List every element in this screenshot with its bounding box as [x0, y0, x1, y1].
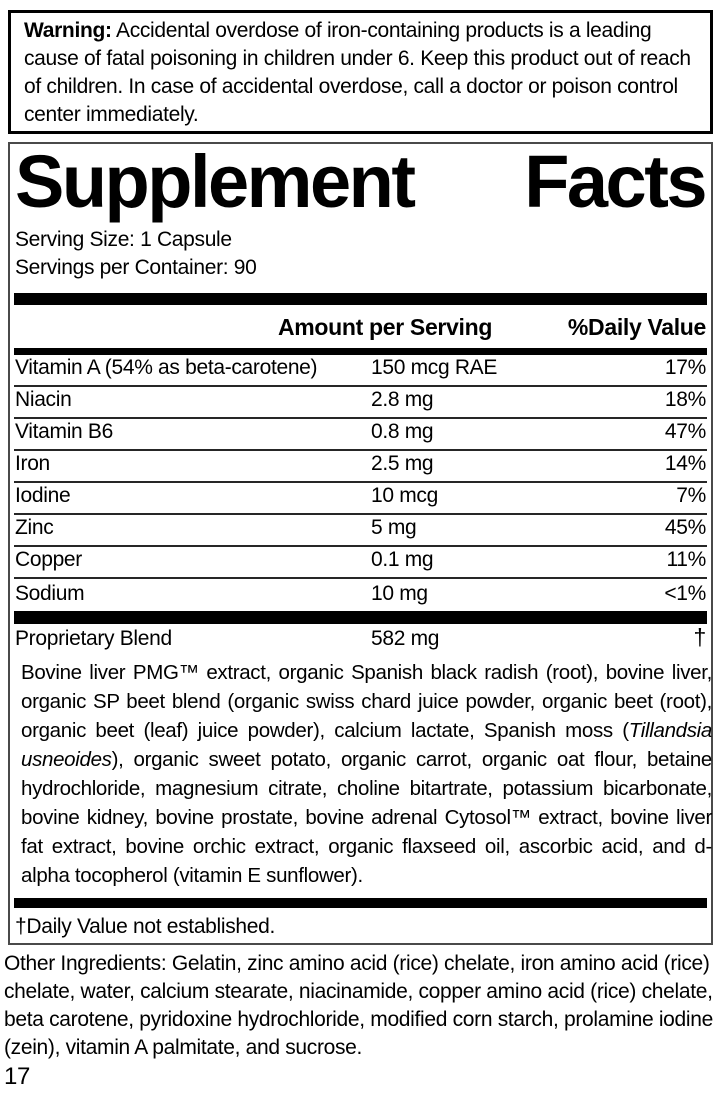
nutrient-dv: <1% [664, 582, 706, 605]
header-divider [14, 348, 707, 355]
warning-text: Accidental overdose of iron-containing products is a leading cause of fatal poisoning in children under 6. Keep this product out of reach of children. In case of accidental overdose, call a doctor or poison control center immediately. [24, 19, 691, 126]
nutrient-dv: 11% [666, 548, 706, 571]
nutrient-name: Copper [15, 548, 82, 571]
proprietary-blend-row [14, 624, 707, 654]
serving-info [14, 226, 707, 282]
thick-divider-top [14, 293, 707, 305]
supplement-facts-panel [8, 142, 713, 945]
nutrient-name: Zinc [15, 516, 54, 539]
servings-per-container-line: Servings per Container: 90 [15, 256, 257, 279]
thick-divider-blend [14, 611, 707, 624]
nutrient-amount: 2.8 mg [371, 388, 434, 411]
table-row-iron [14, 451, 707, 483]
warning-label: Warning: [24, 19, 112, 42]
nutrient-dv: 7% [676, 484, 706, 507]
nutrient-amount: 150 mcg RAE [371, 356, 498, 379]
nutrient-name: Niacin [15, 388, 72, 411]
nutrient-amount: 10 mcg [371, 484, 438, 507]
table-row-copper [14, 547, 707, 579]
blend-name: Proprietary Blend [15, 627, 172, 650]
blend-description-part1: Bovine liver PMG™ extract, organic Spanish black radish (root), bovine liver, organic SP beet blend (organic swiss chard juice powder, organic beet (root), organic beet (leaf) juice powder), calcium lactate, Spanish moss ( [21, 661, 712, 742]
nutrient-amount: 2.5 mg [371, 452, 434, 475]
nutrient-name: Iron [15, 452, 50, 475]
table-row-vitamin-a [14, 355, 707, 387]
blend-description-part2: ), organic sweet potato, organic carrot, organic oat flour, betaine hydrochloride, magnesium citrate, choline bitartrate, potassium bicarbonate, bovine kidney, bovine prostate, bovine adrenal Cytosol™ extract, bovine liver fat extract, bovine orchic extract, organic flaxseed oil, ascorbic acid, and d-alpha tocopherol (vitamin E sunflower). [21, 748, 712, 887]
panel-title-word-supplement: Supplement [15, 140, 414, 223]
panel-title [14, 140, 707, 223]
nutrient-amount: 5 mg [371, 516, 417, 539]
nutrient-name: Sodium [15, 582, 85, 605]
thick-divider-footnote [14, 898, 707, 908]
nutrient-amount: 10 mg [371, 582, 428, 605]
blend-description [21, 658, 712, 890]
blend-description-latin-name: Tillandsia usneoides [21, 719, 712, 771]
serving-size-line: Serving Size: 1 Capsule [15, 228, 232, 251]
nutrient-name: Iodine [15, 484, 71, 507]
table-row-zinc [14, 515, 707, 547]
daily-value-header: %Daily Value [567, 314, 706, 340]
nutrient-dv: 18% [664, 388, 706, 411]
table-row-vitamin-b6 [14, 419, 707, 451]
nutrient-dv: 14% [664, 452, 706, 475]
nutrient-dv: 45% [664, 516, 706, 539]
page-number: 17 [4, 1063, 31, 1090]
nutrient-dv: 47% [664, 420, 706, 443]
table-row-iodine [14, 483, 707, 515]
daily-value-footnote: †Daily Value not established. [15, 915, 275, 938]
table-row-niacin [14, 387, 707, 419]
nutrient-dv: 17% [664, 356, 706, 379]
blend-amount: 582 mg [371, 627, 440, 650]
table-header-row [14, 305, 707, 348]
nutrient-name: Vitamin A (54% as beta-carotene) [15, 356, 318, 379]
nutrient-name: Vitamin B6 [15, 420, 113, 443]
other-ingredients-text: Other Ingredients: Gelatin, zinc amino acid (rice) chelate, iron amino acid (rice) chelate, water, calcium stearate, niacinamide, copper amino acid (rice) chelate, beta carotene, pyridoxine hydrochloride, modified corn starch, prolamine iodine (zein), vitamin A palmitate, and sucrose. [4, 952, 713, 1059]
table-row-sodium [14, 579, 707, 611]
amount-per-serving-header: Amount per Serving [278, 314, 493, 340]
nutrient-amount: 0.1 mg [371, 548, 434, 571]
panel-title-word-facts: Facts [524, 140, 705, 223]
warning-box [8, 10, 713, 134]
nutrient-amount: 0.8 mg [371, 420, 434, 443]
blend-dagger: † [693, 624, 706, 650]
